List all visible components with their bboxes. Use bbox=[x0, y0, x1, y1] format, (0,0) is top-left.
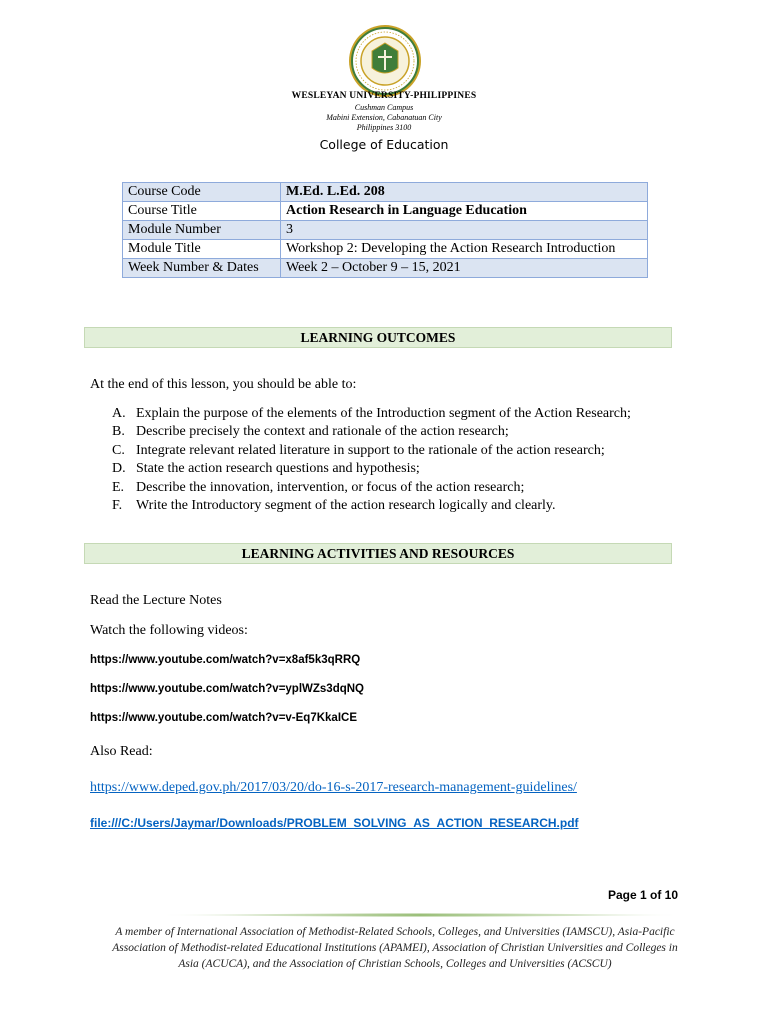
list-letter: B. bbox=[112, 424, 125, 440]
module-title-value: Workshop 2: Developing the Action Research Introduction bbox=[281, 240, 648, 259]
outcomes-intro: At the end of this lesson, you should be able to: bbox=[90, 377, 357, 392]
list-letter: E. bbox=[112, 479, 125, 495]
footer-divider bbox=[160, 912, 680, 918]
table-row bbox=[123, 240, 648, 259]
list-item-text: Explain the purpose of the elements of the Introduction segment of the Action Research; bbox=[136, 406, 631, 421]
list-item-text: Describe precisely the context and rationale of the action research; bbox=[136, 424, 509, 440]
course-info-table bbox=[122, 182, 648, 278]
module-number-value: 3 bbox=[281, 221, 648, 240]
list-item bbox=[112, 442, 631, 460]
module-number-label: Module Number bbox=[123, 221, 281, 240]
course-title-value: Action Research in Language Education bbox=[281, 202, 648, 221]
list-item-text: State the action research questions and hypothesis; bbox=[136, 461, 420, 477]
list-item-text: Describe the innovation, intervention, or focus of the action research; bbox=[136, 479, 525, 495]
campus-name: Cushman Campus bbox=[354, 103, 414, 112]
university-seal-logo bbox=[348, 24, 422, 98]
list-letter: C. bbox=[112, 442, 125, 458]
outcomes-list bbox=[112, 405, 631, 515]
list-letter: F. bbox=[112, 498, 123, 514]
learning-outcomes-heading: LEARNING OUTCOMES bbox=[84, 327, 672, 348]
table-row bbox=[123, 221, 648, 240]
list-item bbox=[112, 405, 631, 423]
video-link[interactable]: https://www.youtube.com/watch?v=x8af5k3qRRQ bbox=[90, 654, 361, 666]
street-address: Mabini Extension, Cabanatuan City bbox=[326, 113, 442, 122]
course-code-label: Course Code bbox=[123, 183, 281, 202]
footer-affiliations: A member of International Association of Methodist-Related Schools, Colleges, and Universities (IAMSCU), Asia-Pacific Association of Methodist-related Educational Institutions (APAMEI), Association of Christian Universities and Colleges in Asia (ACUCA), and the Association of Christian Schools, Colleges and Universities (ACSCU) bbox=[112, 926, 678, 970]
college-name: College of Education bbox=[319, 137, 449, 152]
watch-videos-text: Watch the following videos: bbox=[90, 623, 248, 638]
country-address: Philippines 3100 bbox=[356, 123, 412, 132]
module-title-label: Module Title bbox=[123, 240, 281, 259]
list-item-text: Integrate relevant related literature in support to the rationale of the action research; bbox=[136, 442, 605, 458]
deped-guidelines-link[interactable]: https://www.deped.gov.ph/2017/03/20/do-16-s-2017-research-management-guidelines/ bbox=[90, 780, 577, 795]
table-row bbox=[123, 202, 648, 221]
course-title-label: Course Title bbox=[123, 202, 281, 221]
page-number: Page 1 of 10 bbox=[607, 888, 678, 902]
video-link[interactable]: https://www.youtube.com/watch?v=yplWZs3dqNQ bbox=[90, 683, 364, 695]
table-row bbox=[123, 183, 648, 202]
read-lecture-notes-text: Read the Lecture Notes bbox=[90, 593, 222, 608]
university-name: WESLEYAN UNIVERSITY-PHILIPPINES bbox=[291, 91, 477, 101]
video-link[interactable]: https://www.youtube.com/watch?v=v-Eq7KkaICE bbox=[90, 712, 357, 724]
course-code-value: M.Ed. L.Ed. 208 bbox=[281, 183, 648, 202]
also-read-text: Also Read: bbox=[90, 744, 153, 759]
week-dates-value: Week 2 – October 9 – 15, 2021 bbox=[281, 259, 648, 278]
list-letter: A. bbox=[112, 406, 126, 421]
list-letter: D. bbox=[112, 461, 126, 477]
list-item bbox=[112, 479, 631, 497]
list-item bbox=[112, 423, 631, 441]
table-row bbox=[123, 259, 648, 278]
week-dates-label: Week Number & Dates bbox=[123, 259, 281, 278]
pdf-file-link[interactable]: file:///C:/Users/Jaymar/Downloads/PROBLEM_SOLVING_AS_ACTION_RESEARCH.pdf bbox=[90, 816, 579, 830]
list-item-text: Write the Introductory segment of the action research logically and clearly. bbox=[136, 498, 556, 514]
learning-activities-heading: LEARNING ACTIVITIES AND RESOURCES bbox=[84, 543, 672, 564]
list-item bbox=[112, 460, 631, 478]
list-item bbox=[112, 497, 631, 515]
